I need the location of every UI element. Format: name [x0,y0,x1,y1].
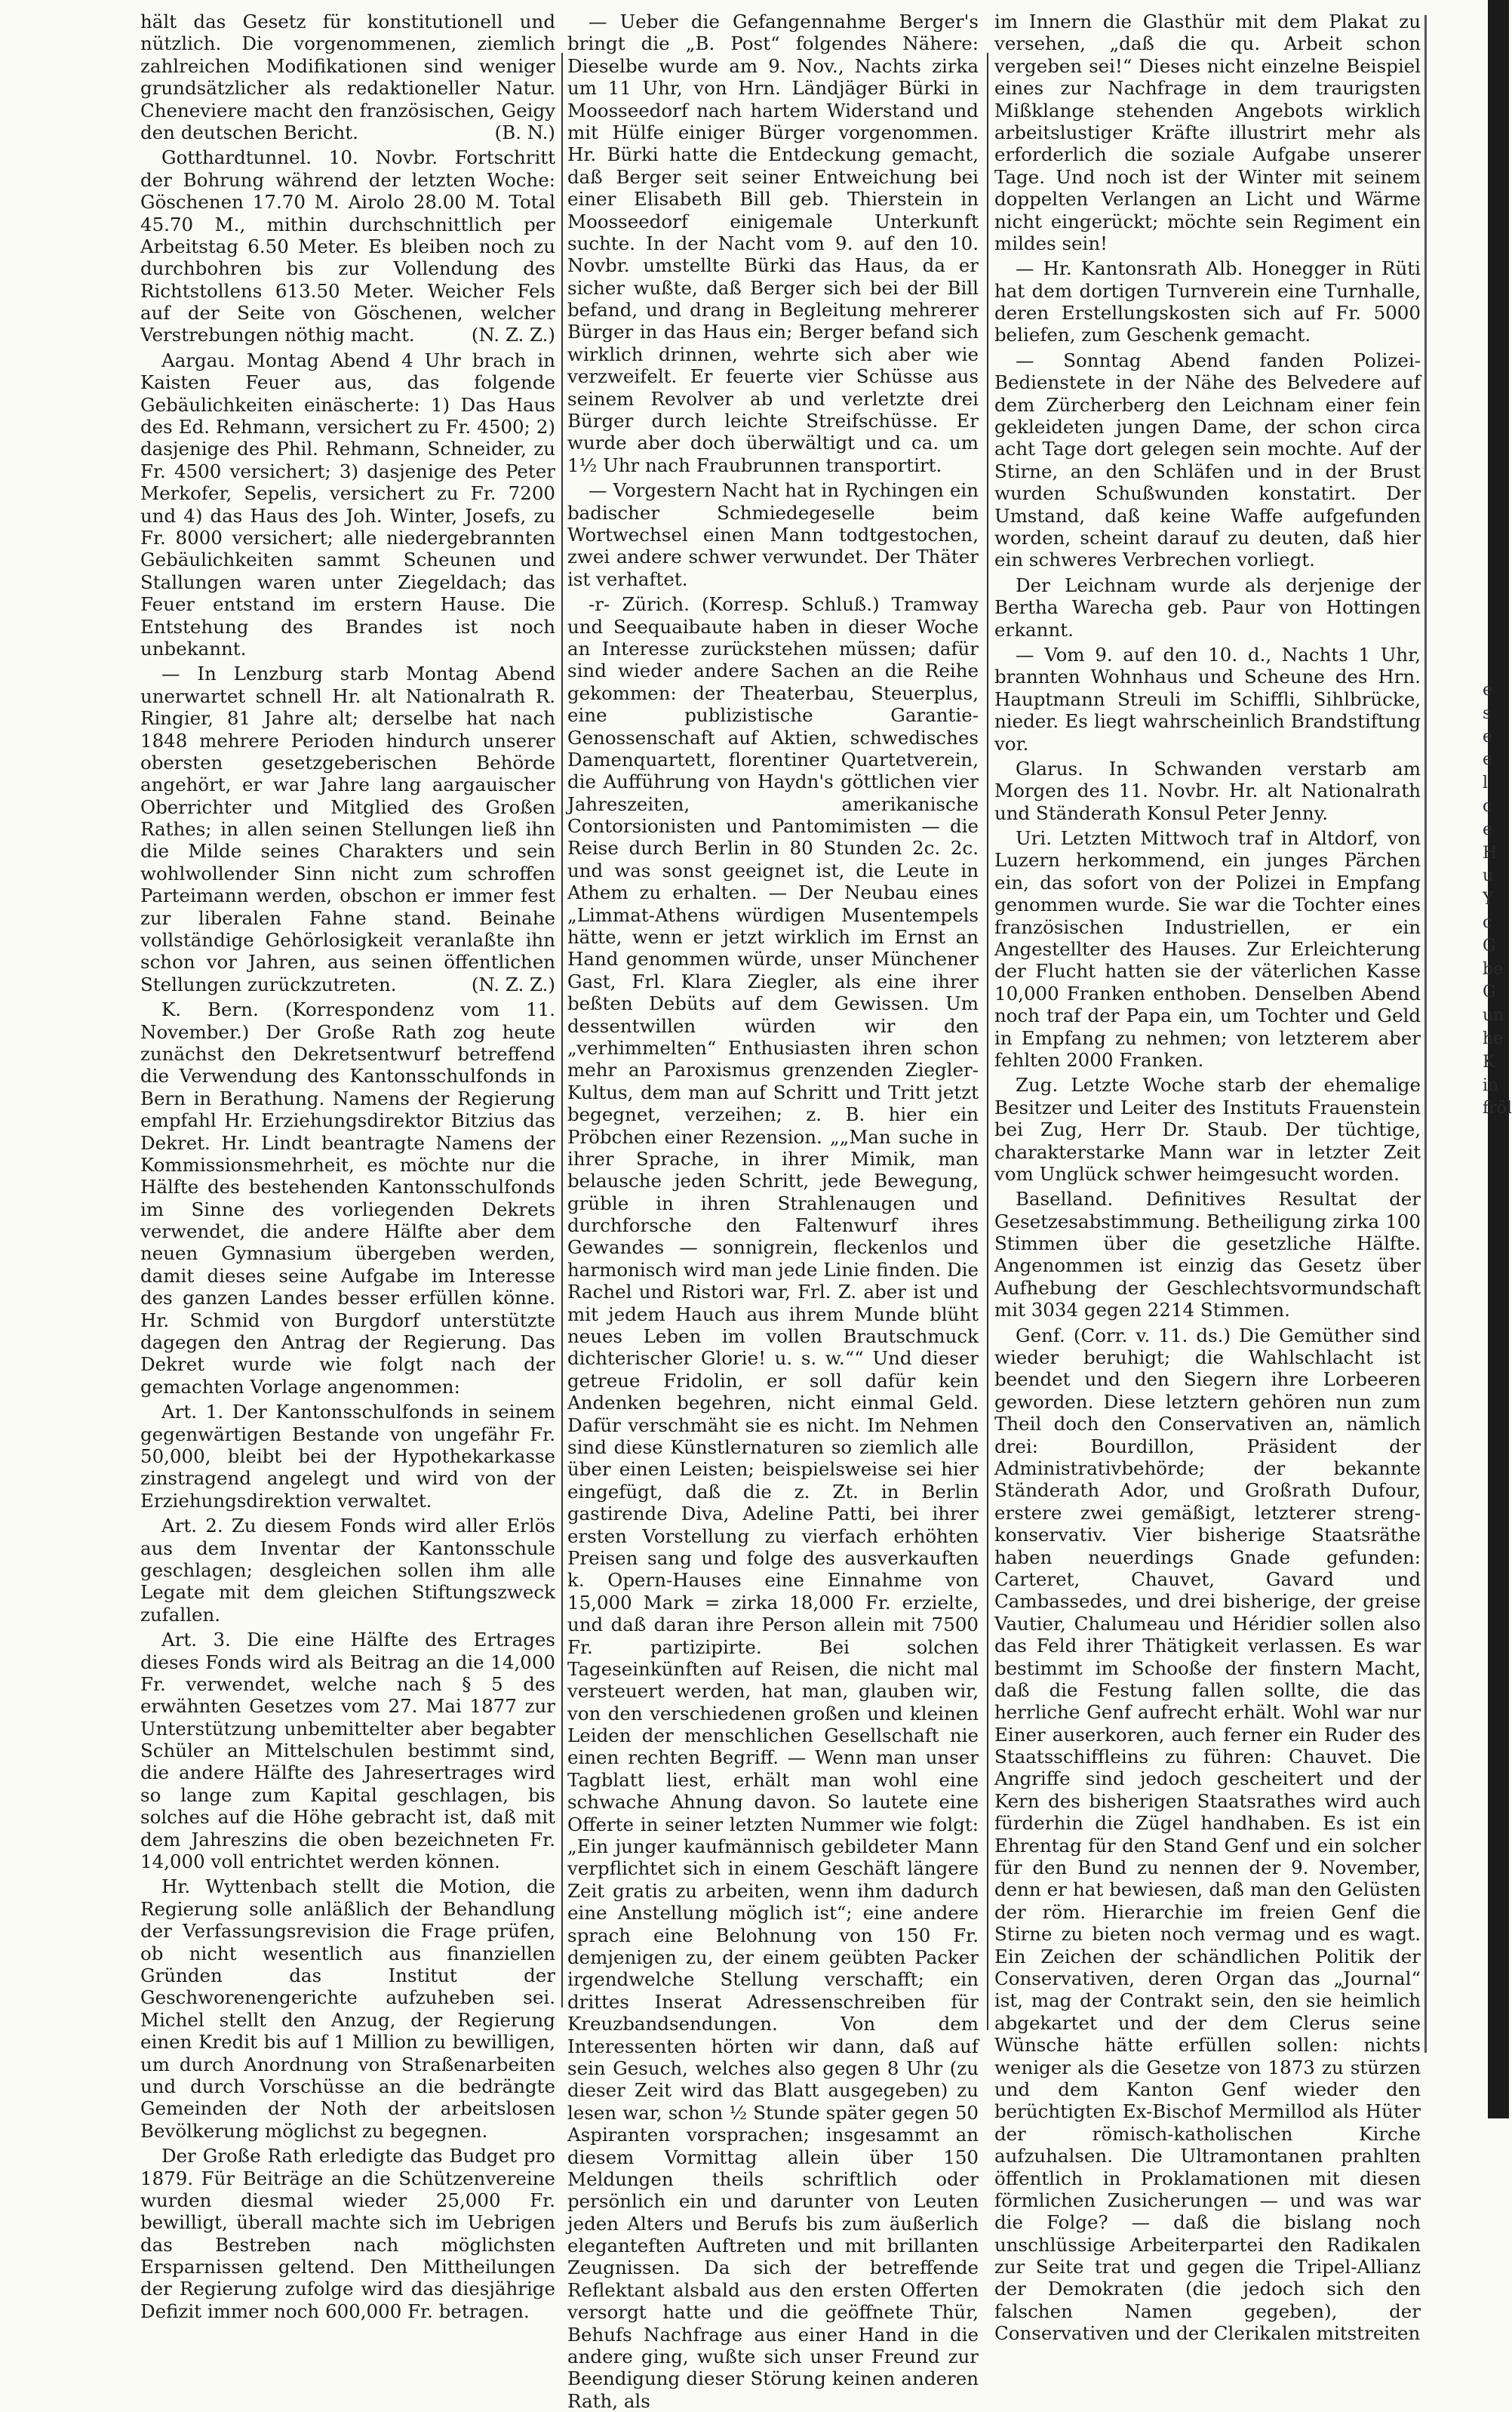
article-lenzburg: — In Lenzburg starb Montag Abend unerwartet schnell Hr. alt Nationalrath R. Ringier, 81 Jahre alt; derselbe hat nach 1848 mehrere Perioden hindurch unserer obersten gesetzgeberischen Behörde angehört, er war Jahre lang aargauischer Oberrichter und Mitglied des Großen Rathes; in allen seinen Stellungen ließ ihn die Milde seines Charakters und sein wohlwollender Sinn nicht zum schroffen Parteimann werden, obschon er immer fest zur liberalen Fahne stand. Beinahe vollständige Gehörlosigkeit veranlaßte ihn schon vor Jahren, aus seinen öffentlichen Stellungen zurückzutreten. (N. Z. Z.) [140,663,555,995]
article-budget: Der Große Rath erledigte das Budget pro 1879. Für Beiträge an die Schützenvereine wurden diesmal wieder 25,000 Fr. bewilligt, überall machte sich im Uebrigen das Bestreben nach möglichsten Ersparnissen geltend. Den Mittheilungen der Regierung zufolge wird das diesjährige Defizit immer noch 600,000 Fr. betragen. [140,2145,555,2322]
article-berger: — Ueber die Gefangennahme Berger's bringt die „B. Post“ folgendes Nähere: Dieselbe wurde am 9. Nov., Nachts zirka um 11 Uhr, von Hrn. Ländjäger Bürki in Moosseedorf nach hartem Widerstand und mit Hülfe einiger Bürger vorgenommen. Hr. Bürki hatte die Entdeckung gemacht, daß Berger seit seiner Entweichung bei einer Elisabeth Bill geb. Thierstein in Moosseedorf einigemale Unterkunft suchte. In der Nacht vom 9. auf den 10. Novbr. umstellte Bürki das Haus, da er sicher wußte, daß Berger sich bei der Bill befand, und drang in Begleitung mehrerer Bürger in das Haus ein; Berger befand sich wirklich drinnen, wehrte sich aber wie verzweifelt. Er feuerte vier Schüsse aus seinem Revolver ab und verletzte drei Bürger durch leichte Streifschüsse. Er wurde aber doch überwältigt und ca. um 1½ Uhr nach Fraubrunnen transportirt. [567,11,979,476]
article-genf: Genf. (Corr. v. 11. ds.) Die Gemüther sind wieder beruhigt; die Wahlschlacht ist beendet und den Siegern ihre Lorbeeren geworden. Diese letztern gehören nun zum Theil doch den Conservativen an, nämlich drei: Bourdillon, Präsident der Administrativbehörde; der bekannte Ständerath Ador, und Großrath Dufour, erstere zwei gemäßigt, letzterer streng-konservativ. Vier bisherige Staatsräthe haben neuerdings Gnade gefunden: Carteret, Chauvet, Gavard und Cambassedes, und drei bisherige, der greise Vautier, Chalumeau und Héridier sollen also das Feld ihrer Thätigkeit verlassen. Es war bestimmt im Schooße der finstern Macht, daß die Festung fallen sollte, die das herrliche Genf aufrecht erhält. Wohl war nur Einer auserkoren, auch ferner ein Ruder des Staatsschiffleins zu führen: Chauvet. Die Angriffe sind jedoch gescheitert und der Kern des bisherigen Staatsrathes wird auch fürderhin die Zügel handhaben. Es ist ein Ehrentag für den Stand Genf und ein solcher für den Bund zu nennen der 9. November, denn er hat bewiesen, daß man den Gelüsten der röm. Hierarchie im freien Genf die Stirne zu bieten noch vermag und es wagt. Ein Zeichen der schändlichen Politik der Conservativen, deren Organ das „Journal“ ist, mag der Contrakt sein, den sie heimlich abgekartet und der dem Clerus seine Wünsche hätte erfüllen sollen: nichts weniger als die Gesetze von 1873 zu stürzen und dem Kanton Genf wieder den berüchtigten Ex-Bischof Mermillod als Hüter der römisch-katholischen Kirche aufzuhalsen. Die Ultramontanen prahlten öffentlich in Proklamationen mit diesen förmlichen Zusicherungen — und was war die Folge? — daß die bislang noch unschlüssige Arbeiterpartei den Radikalen zur Seite trat und gegen die Tripel-Allianz der Demokraten (die jedoch sich den falschen Namen gegeben), der Conservativen und der Clerikalen mitstreiten [994,1324,1421,2345]
article-gotthard: Gotthardtunnel. 10. Novbr. Fortschritt der Bohrung während der letzten Woche: Göschenen 17.70 M. Airolo 28.00 M. Total 45.70 M., mithin durchschnittlich per Arbeitstag 6.50 Meter. Es bleiben noch zu durchbohren bis zur Vollendung des Richtstollens 613.50 Meter. Weicher Fels auf der Seite von Göschenen, welcher Verstrebungen nöthig macht. (N. Z. Z.) [140,146,555,346]
fragment: c [1483,796,1492,816]
fragment: in [1483,1075,1499,1095]
column-3 [994,11,1421,2345]
column-2 [567,11,979,2412]
article-wyttenbach: Hr. Wyttenbach stellt die Motion, die Regierung solle anläßlich der Behandlung der Verfassungsrevision die Frage prüfen, ob nicht wesentlich aus finanziellen Gründen das Institut der Geschworenengerichte aufzuheben sei. Michel stellt den Anzug, der Regierung einen Kredit bis auf 1 Million zu bewilligen, um durch Anordnung von Straßenarbeiten und durch Vorschüsse an die bedrängte Gemeinden der Noth der arbeitslosen Bevölkerung möglichst zu begegnen. [140,1875,555,2142]
fragment: un [1483,1006,1504,1026]
fragment: e [1483,681,1493,700]
article-art1: Art. 1. Der Kantonsschulfonds in seinem gegenwärtigen Bestande von ungefähr Fr. 50,000, bleibt bei der Hypothekarkasse zinstragend angelegt und wird von der Erziehungsdirektion verwaltet. [140,1401,555,1512]
fragment: e [1483,820,1493,839]
article-aargau: Aargau. Montag Abend 4 Uhr brach in Kaisten Feuer aus, das folgende Gebäulichkeiten einäscherte: 1) Das Haus des Ed. Rehmann, versichert zu Fr. 4500; 2) dasjenige des Phil. Rehmann, Schneider, zu Fr. 4500 versichert; 3) dasjenige des Peter Merkofer, Sepelis, versichert zu Fr. 7200 und 4) das Haus des Joh. Winter, Josefs, zu Fr. 8000 versichert; alle niedergebrannten Gebäulichkeiten sammt Scheunen und Stallungen waren unter Ziegeldach; das Feuer entstand im erstern Hause. Die Entstehung des Brandes ist noch unbekannt. [140,349,555,660]
article-text: hält das Gesetz für konstitutionell und nützlich. Die vorgenommenen, ziemlich zahlreichen Modifikationen sind weniger grundsätzlicher als redaktioneller Natur. Cheneviere macht den französischen, Geigy den deutschen Bericht. (B. N.) [140,11,555,143]
fragment: K [1483,1052,1495,1072]
column-4-cut-off [1483,679,1512,1962]
column-rule [1424,15,1427,2053]
article-art2: Art. 2. Zu diesem Fonds wird aller Erlös aus dem Inventar der Kantonsschule geschlagen; desgleichen sollen ihm alle Legate mit dem gleichen Stiftungszweck zufallen. [140,1515,555,1626]
fragment: Y [1483,890,1494,909]
article-baselland: Baselland. Definitives Resultat der Gesetzesabstimmung. Betheiligung zirka 100 Stimmen über die gesetzliche Hälfte. Angenommen ist einzig das Gesetz über Aufhebung der Geschlechtsvormundschaft mit 3034 gegen 2214 Stimmen. [994,1188,1421,1321]
source-note: (N. Z. Z.) [471,324,555,346]
article-uri: Uri. Letzten Mittwoch traf in Altdorf, von Luzern herkommend, ein junges Pärchen ein, das sofort von der Polizei in Empfang genommen wurde. Sie war die Tochter eines französischen Industriellen, er ein Angestellter des Hauses. Zur Erleichterung der Flucht hatten sie der väterlichen Kasse 10,000 Franken enthoben. Denselben Abend noch traf der Papa ein, um Tochter und Geld in Empfang zu nehmen; von letzterem aber fehlten 2000 Franken. [994,827,1421,1071]
fragment: G [1483,983,1496,1002]
article-zug: Zug. Letzte Woche starb der ehemalige Besitzer und Leiter des Instituts Frauenstein bei Zug, Herr Dr. Staub. Der tüchtige, charakterstarke Mann war in letzter Zeit vom Unglück schwer heimgesucht worden. [994,1074,1421,1185]
fragment: c [1483,912,1492,932]
fragment: e [1483,750,1493,770]
article-rychingen: — Vorgestern Nacht hat in Rychingen ein badischer Schmiedegeselle beim Wortwechsel einen Mann todtgestochen, zwei andere schwer verwundet. Der Thäter ist verhaftet. [567,479,979,590]
fragment: H [1483,843,1498,863]
fragment: s [1483,703,1492,723]
article-continuation: im Innern die Glasthür mit dem Plakat zu versehen, „daß die qu. Arbeit schon vergeben sei!“ Dieses nicht einzelne Beispiel eines zur Nachfrage in dem traurigsten Mißklange stehenden Angebots wirklich arbeitslustiger Kräfte illustrirt mehr als erforderlich die soziale Aufgabe unserer Tage. Und noch ist der Winter mit seinem doppelten Verlangen an Licht und Wärme nicht eingerückt; möchte sein Regiment ein mildes sein! [994,11,1421,254]
article-brand: — Vom 9. auf den 10. d., Nachts 1 Uhr, brannten Wohnhaus und Scheune des Hrn. Hauptmann Streuli im Schiffli, Sihlbrücke, nieder. Es liegt wahrscheinlich Brandstiftung vor. [994,643,1421,755]
fragment: be [1483,959,1504,979]
column-rule [561,53,563,2007]
fragment: he [1483,1029,1504,1048]
article-art3: Art. 3. Die eine Hälfte des Ertrages dieses Fonds wird als Beitrag an die 14,000 Fr. verwendet, welche nach § 5 des erwähnten Gesetzes vom 27. Mai 1877 zur Unterstützung unbemittelter aber begabter Schüler an Mittelschulen bestimmt sind, die andere Hälfte des Jahresertrages wird so lange zum Kapital geschlagen, bis solches auf die Höhe gebracht ist, daß mit dem Jahreszins die oben bezeichneten Fr. 14,000 voll entrichtet werden können. [140,1629,555,1873]
column-1 [140,11,555,2322]
article-glarus: Glarus. In Schwanden verstarb am Morgen des 11. Novbr. Hr. alt Nationalrath und Ständerath Konsul Peter Jenny. [994,757,1421,824]
fragment: e [1483,727,1493,746]
article-belvedere: — Sonntag Abend fanden Polizei-Bedienstete in der Nähe des Belvedere auf dem Zürcherberg den Leichnam einer fein gekleideten jungen Dame, der schon circa acht Tage dort gelegen sein mochte. Auf der Stirne, an den Schläfen und in der Brust wurden Schußwunden konstatirt. Der Umstand, daß keine Waffe aufgefunden worden, scheint darauf zu deuten, daß hier ein schweres Verbrechen vorliegt. [994,349,1421,571]
article-zuerich: -r- Zürich. (Korresp. Schluß.) Tramway und Seequaibaute haben in dieser Woche an Interesse zurückstehen müssen; dafür sind wieder andere Sachen an die Reihe gekommen: der Theaterbau, Steuerplus, eine publizistische Garantie-Genossenschaft auf Aktien, schwedisches Damenquartett, florentiner Quartetverein, die Aufführung von Haydn's göttlichen vier Jahreszeiten, amerikanische Contorsionisten und Pantomimisten — die Reise durch Berlin in 80 Stunden 2c. 2c. und was sonst geeignet ist, die Leute in Athem zu erhalten. — Der Neubau eines „Limmat-Athens würdigen Musentempels hätte, wenn er jetzt wirklich im Ernst an Hand genommen würde, unser Münchener Gast, Frl. Klara Ziegler, als eine ihrer beßten Debüts auf dem Gewissen. Um dessentwillen würden wir den „verhimmelten“ Enthusiasten ihren schon mehr an Paroxismus grenzenden Ziegler-Kultus, dem man auf Schritt und Tritt jetzt begegnet, verzeihen; z. B. hier ein Pröbchen einer Rezension. „„Man suche in ihrer Sprache, in ihrer Mimik, man belausche jeden Schritt, jede Bewegung, grüble in ihren Strahlenaugen und durchforsche den Faltenwurf ihres Gewandes — sonnigrein, fleckenlos und harmonisch wird man jede Linie finden. Die Rachel und Ristori war, Frl. Z. aber ist und mit jedem Hauch aus ihrem Munde blüht neues Leben im vollen Brautschmuck dichterischer Glorie! u. s. w.““ Und dieser getreue Fridolin, er soll dafür kein Andenken begehren, nicht einmal Geld. Dafür verschmäht sie es nicht. Im Nehmen sind diese Künstlernaturen so ziemlich alle über einen Leisten; beispielsweise sei hier eingefügt, daß die z. Zt. in Berlin gastirende Diva, Adeline Patti, bei ihrer ersten Vorstellung zu vierfach erhöhten Preisen sang und folge des ausverkauften k. Opern-Hauses eine Einnahme von 15,000 Mark = zirka 18,000 Fr. erzielte, und daß daran ihre Person allein mit 7500 Fr. partizipirte. Bei solchen Tageseinkünften auf Reisen, die nicht mal versteuert werden, hat man, glauben wir, von den verschiedenen großen und kleinen Leiden der menschlichen Gesellschaft nie einen rechten Begriff. — Wenn man unser Tagblatt liest, erhält man wohl eine schwache Ahnung davon. So lautete eine Offerte in seiner letzten Nummer wie folgt: „Ein junger kaufmännisch gebildeter Mann verpflichtet sich in einem Geschäft längere Zeit gratis zu arbeiten, wenn ihm dadurch eine Anstellung möglich ist“; eine andere sprach eine Belohnung von 150 Fr. demjenigen zu, der einem geübten Packer irgendwelche Stellung verschafft; ein drittes Inserat Adressenschreiben für Kreuzbandsendungen. Von dem Interessenten hörten wir dann, daß auf sein Gesuch, welches also gegen 8 Uhr (zu dieser Zeit wird das Blatt ausgegeben) zu lesen war, schon ½ Stunde später gegen 50 Aspiranten vorsprachen; insgesammt an diesem Vormittag allein über 150 Meldungen theils schriftlich oder persönlich ein und darunter von Leuten jeden Alters und Berufs bis zum äußerlich eleganteften Auftreten und mit brillanten Zeugnissen. Da sich der betreffende Reflektant alsbald aus den ersten Offerten versorgt hatte und die geöffnete Thür, Behufs Nachfrage aus einer Hand in die andere ging, wußte sich unser Freund zur Beendigung dieser Störung keinen anderen Rath, als [567,593,979,2412]
article-bern: K. Bern. (Korrespondenz vom 11. November.) Der Große Rath zog heute zunächst den Dekretsentwurf betreffend die Verwendung des Kantonsschulfonds in Bern in Berathung. Namens der Regierung empfahl Hr. Erziehungsdirektor Bitzius das Dekret. Hr. Lindt beantragte Namens der Kommissionsmehrheit, es möchte nur die Hälfte des bestehenden Kantonsschulfonds im Sinne des vorliegenden Dekrets verwendet, die andere Hälfte aber dem neuen Gymnasium übergeben werden, damit dieses seine Aufgabe im Interesse des ganzen Landes besser erfüllen könne. Hr. Schmid von Burgdorf unterstützte dagegen den Antrag der Regierung. Das Dekret wurde wie folgt nach der gemachten Vorlage angenommen: [140,998,555,1398]
fragment: l [1483,774,1489,793]
fragment: fröl [1483,1099,1512,1118]
article-honegger: — Hr. Kantonsrath Alb. Honegger in Rüti hat dem dortigen Turnverein eine Turnhalle, deren Erstellungskosten sich auf Fr. 5000 beliefen, zum Geschenk gemacht. [994,257,1421,346]
source-note: (N. Z. Z.) [471,973,555,995]
article-leichnam: Der Leichnam wurde als derjenige der Bertha Warecha geb. Paur von Hottingen erkannt. [994,574,1421,641]
source-note: (B. N.) [494,121,555,143]
fragment: G [1483,936,1496,955]
fragment: u [1483,866,1494,886]
column-rule [987,53,988,2030]
